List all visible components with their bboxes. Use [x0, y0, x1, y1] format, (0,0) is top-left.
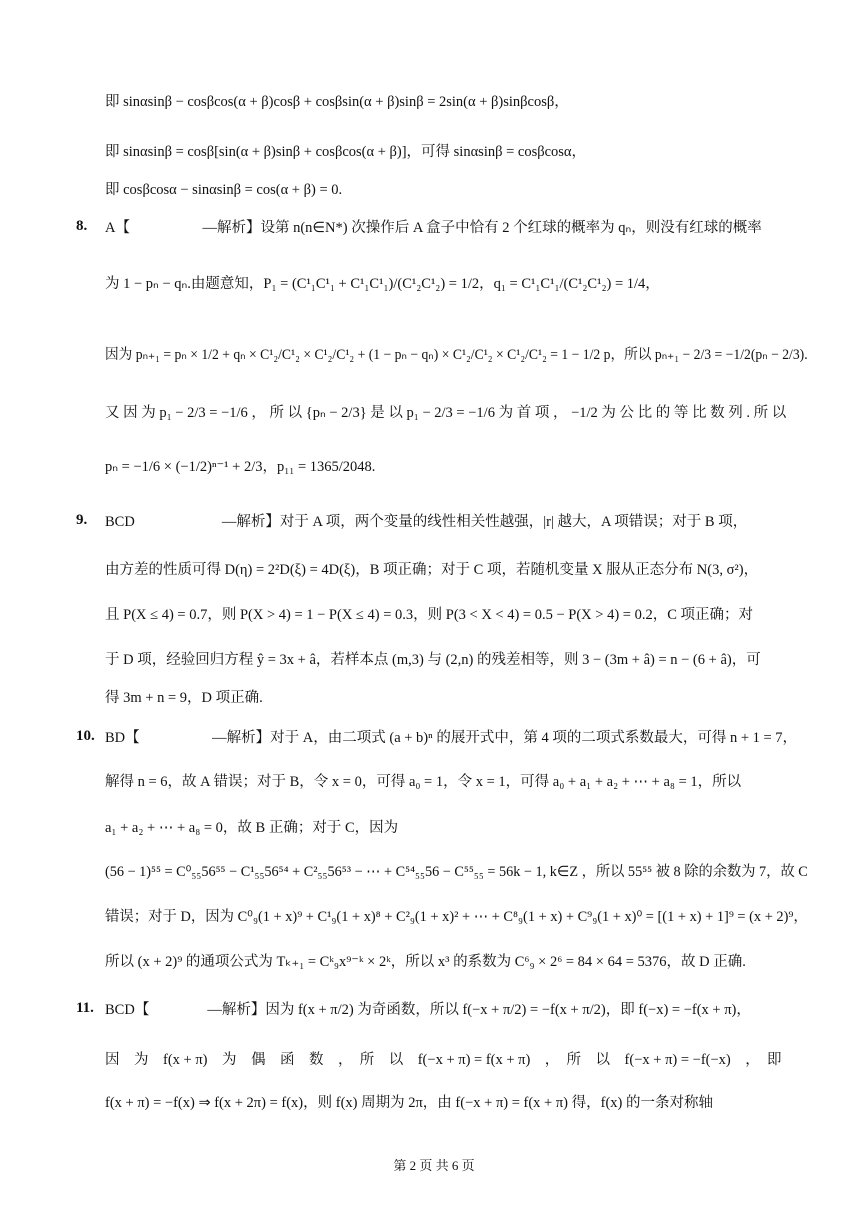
text-line: (56 − 1)⁵⁵ = C⁰₅₅56⁵⁵ − C¹₅₅56⁵⁴ + C²₅₅56⁵³ − ⋯ + C⁵⁴₅₅56 − C⁵⁵₅₅ = 56k − 1, k∈Z ，所以 55⁵⁵ 被 8 除的余数为 7，故 C	[105, 864, 808, 880]
text-line: f(x + π) = −f(x) ⇒ f(x + 2π) = f(x)，则 f(x) 周期为 2π，由 f(−x + π) = f(x + π) 得，f(x) 的一条对称轴	[105, 1095, 713, 1111]
text-line: 因为 pₙ₊₁ = pₙ × 1/2 + qₙ × C¹₂/C¹₂ × C¹₂/C¹₂ + (1 − pₙ − qₙ) × C¹₂/C¹₂ × C¹₂/C¹₂ = 1 − 1/2 p，所以 pₙ₊₁ − 2/3 = −1/2(pₙ − 2/3).	[105, 347, 808, 363]
text-line: 即 cosβcosα − sinαsinβ = cos(α + β) = 0.	[105, 182, 343, 198]
text-line: 即 sinαsinβ − cosβcos(α + β)cosβ + cosβsin(α + β)sinβ = 2sin(α + β)sinβcosβ，	[105, 94, 569, 110]
text-line: 解得 n = 6，故 A 错误；对于 B，令 x = 0，可得 a₀ = 1，令 x = 1，可得 a₀ + a₁ + a₂ + ⋯ + a₈ = 1，所以	[105, 774, 742, 790]
text-line: BCD —解析】对于 A 项，两个变量的线性相关性越强，|r| 越大，A 项错误；对于 B 项，	[105, 514, 748, 530]
page-footer: 第 2 页 共 6 页	[393, 1158, 475, 1173]
text-line: 错误；对于 D，因为 C⁰₉(1 + x)⁹ + C¹₉(1 + x)⁸ + C²₉(1 + x)² + ⋯ + C⁸₉(1 + x) + C⁹₉(1 + x)⁰ = [(1 + x) + 1]⁹ = (x + 2)⁹，	[105, 909, 808, 925]
question-number: 10.	[76, 728, 95, 744]
text-line: 得 3m + n = 9，D 项正确.	[105, 690, 263, 706]
question-number: 9.	[76, 512, 88, 528]
text-line: 且 P(X ≤ 4) = 0.7，则 P(X > 4) = 1 − P(X ≤ 4) = 0.3，则 P(3 < X < 4) = 0.5 − P(X > 4) = 0.2，C 项正确；对	[105, 607, 754, 623]
question-number: 8.	[76, 218, 88, 234]
text-line: A【 —解析】设第 n(n∈N*) 次操作后 A 盒子中恰有 2 个红球的概率为 qₙ，则没有红球的概率	[105, 220, 762, 236]
text-line: a₁ + a₂ + ⋯ + a₈ = 0，故 B 正确；对于 C，因为	[105, 820, 399, 836]
text-line: pₙ = −1/6 × (−1/2)ⁿ⁻¹ + 2/3，p₁₁ = 1365/2048.	[105, 459, 376, 475]
text-line: 由方差的性质可得 D(η) = 2²D(ξ) = 4D(ξ)，B 项正确；对于 C 项，若随机变量 X 服从正态分布 N(3, σ²)，	[105, 562, 759, 578]
text-line: 因 为 f(x + π) 为 偶 函 数 ， 所 以 f(−x + π) = f(x + π) ， 所 以 f(−x + π) = −f(−x) ， 即	[105, 1052, 782, 1068]
text-line: 又 因 为 p₁ − 2/3 = −1/6 ， 所 以 {pₙ − 2/3} 是 以 p₁ − 2/3 = −1/6 为 首 项 ， −1/2 为 公 比 的 等 比 数 列 . 所 以	[105, 405, 787, 421]
text-line: BCD【 —解析】因为 f(x + π/2) 为奇函数，所以 f(−x + π/2) = −f(x + π/2)，即 f(−x) = −f(x + π)，	[105, 1002, 751, 1018]
text-line: 即 sinαsinβ = cosβ[sin(α + β)sinβ + cosβcos(α + β)]，可得 sinαsinβ = cosβcosα，	[105, 144, 587, 160]
text-line: 所以 (x + 2)⁹ 的通项公式为 Tₖ₊₁ = Cᵏ₉x⁹⁻ᵏ × 2ᵏ，所以 x³ 的系数为 C⁶₉ × 2⁶ = 84 × 64 = 5376，故 D 正确.	[105, 954, 746, 970]
text-line: 于 D 项，经验回归方程 ŷ = 3x + â，若样本点 (m,3) 与 (2,n) 的残差相等，则 3 − (3m + â) = n − (6 + â)，可	[105, 652, 761, 668]
text-line: BD【 —解析】对于 A，由二项式 (a + b)ⁿ 的展开式中，第 4 项的二项式系数最大，可得 n + 1 = 7，	[105, 730, 798, 746]
text-line: 为 1 − pₙ − qₙ.由题意知，P₁ = (C¹₁C¹₁ + C¹₁C¹₁)/(C¹₂C¹₂) = 1/2，q₁ = C¹₁C¹₁/(C¹₂C¹₂) = 1/4，	[105, 276, 660, 292]
question-number: 11.	[76, 1000, 94, 1016]
